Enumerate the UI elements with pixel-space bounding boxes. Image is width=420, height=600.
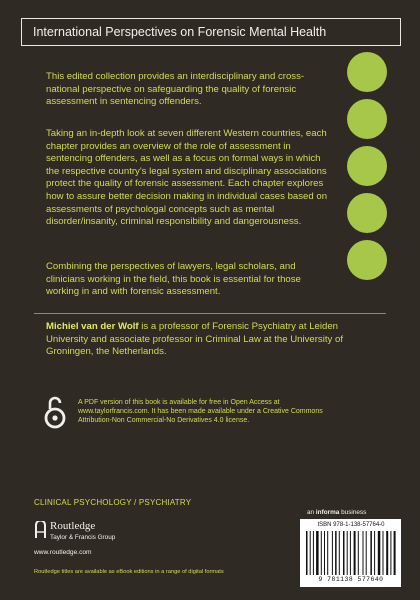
- ebook-note: Routledge titles are available as eBook editions in a range of digital formats: [34, 569, 224, 575]
- open-access-icon: [42, 394, 68, 430]
- publisher-name: Routledge: [50, 520, 96, 532]
- blurb-paragraph-2: Taking an in-depth look at seven different Western countries, each chapter provides an overview of the role of assessment in sentencing offenders, as well as a focus on formal ways in which the respective country's legal system and disciplinary associations protect the quality of forensic assessment. Each chapter explores how to assure better decision making in individual cases based on assessments of psychologal concepts such as mental disorder/insanity, criminal responsibility and dangerousness.: [46, 128, 328, 228]
- series-title: International Perspectives on Forensic Mental Health: [21, 18, 401, 46]
- green-dot: [347, 99, 387, 139]
- divider: [34, 313, 386, 314]
- barcode-bar: [370, 531, 372, 575]
- decorative-dots: [347, 52, 393, 287]
- informa-business-label: [307, 509, 366, 516]
- green-dot: [347, 146, 387, 186]
- open-access-notice: A PDF version of this book is available for free in Open Access at www.taylorfrancis.com. It has been made available under a Creative Commons Attribution-Non Commercial-No Derivatives 4.0 license.: [78, 399, 323, 425]
- barcode-bar: [394, 531, 396, 575]
- routledge-logo-icon: [34, 521, 47, 539]
- informa-suffix: business: [339, 509, 367, 516]
- barcode-bar: [335, 531, 337, 575]
- isbn-label: ISBN 978-1-138-57764-0: [317, 522, 385, 528]
- barcode-bar: [347, 531, 348, 575]
- barcode-bar: [354, 531, 356, 575]
- blurb-paragraph-3: Combining the perspectives of lawyers, legal scholars, and clinicians working in the field, this book is essential for those working in and with forensic assessment.: [46, 261, 301, 298]
- barcode-bar: [366, 531, 367, 575]
- publisher-url: www.routledge.com: [34, 549, 92, 556]
- author-description: is a professor of Forensic Psychiatry at Leiden University and associate professor in Criminal Law at the University of Groningen, the Netherlands.: [46, 321, 343, 358]
- barcode-bar: [386, 531, 388, 575]
- author-name: Michiel van der Wolf: [46, 321, 139, 332]
- barcode-bar: [383, 531, 384, 575]
- barcode-bar: [313, 531, 314, 575]
- barcode-bar: [350, 531, 351, 575]
- barcode-bar: [378, 531, 381, 575]
- barcode-bar: [306, 531, 308, 575]
- barcode-bar: [324, 531, 325, 575]
- barcode-panel: [300, 519, 401, 587]
- barcode-bar: [321, 531, 322, 575]
- barcode-bar: [327, 531, 328, 575]
- author-bio: [46, 321, 346, 359]
- informa-brand: informa: [315, 509, 340, 516]
- barcode-bar: [363, 531, 364, 575]
- barcode-bar: [390, 531, 391, 575]
- barcode-bar: [374, 531, 375, 575]
- barcode-bar: [332, 531, 333, 575]
- barcode-bar: [358, 531, 359, 575]
- green-dot: [347, 240, 387, 280]
- barcode-bar: [310, 531, 311, 575]
- subject-category: CLINICAL PSYCHOLOGY / PSYCHIATRY: [34, 498, 192, 507]
- green-dot: [347, 52, 387, 92]
- isbn-digits: 9 781138 577640: [318, 576, 384, 583]
- informa-prefix: an: [307, 509, 316, 516]
- barcode-bar: [339, 531, 340, 575]
- green-dot: [347, 193, 387, 233]
- blurb-paragraph-1: This edited collection provides an interdisciplinary and cross-national perspective on safeguarding the quality of forensic assessment in sentencing offenders.: [46, 71, 305, 108]
- barcode-bar: [316, 531, 319, 575]
- publisher-group: Taylor & Francis Group: [50, 534, 116, 541]
- barcode-bar: [343, 531, 345, 575]
- barcode-bars: [304, 531, 398, 575]
